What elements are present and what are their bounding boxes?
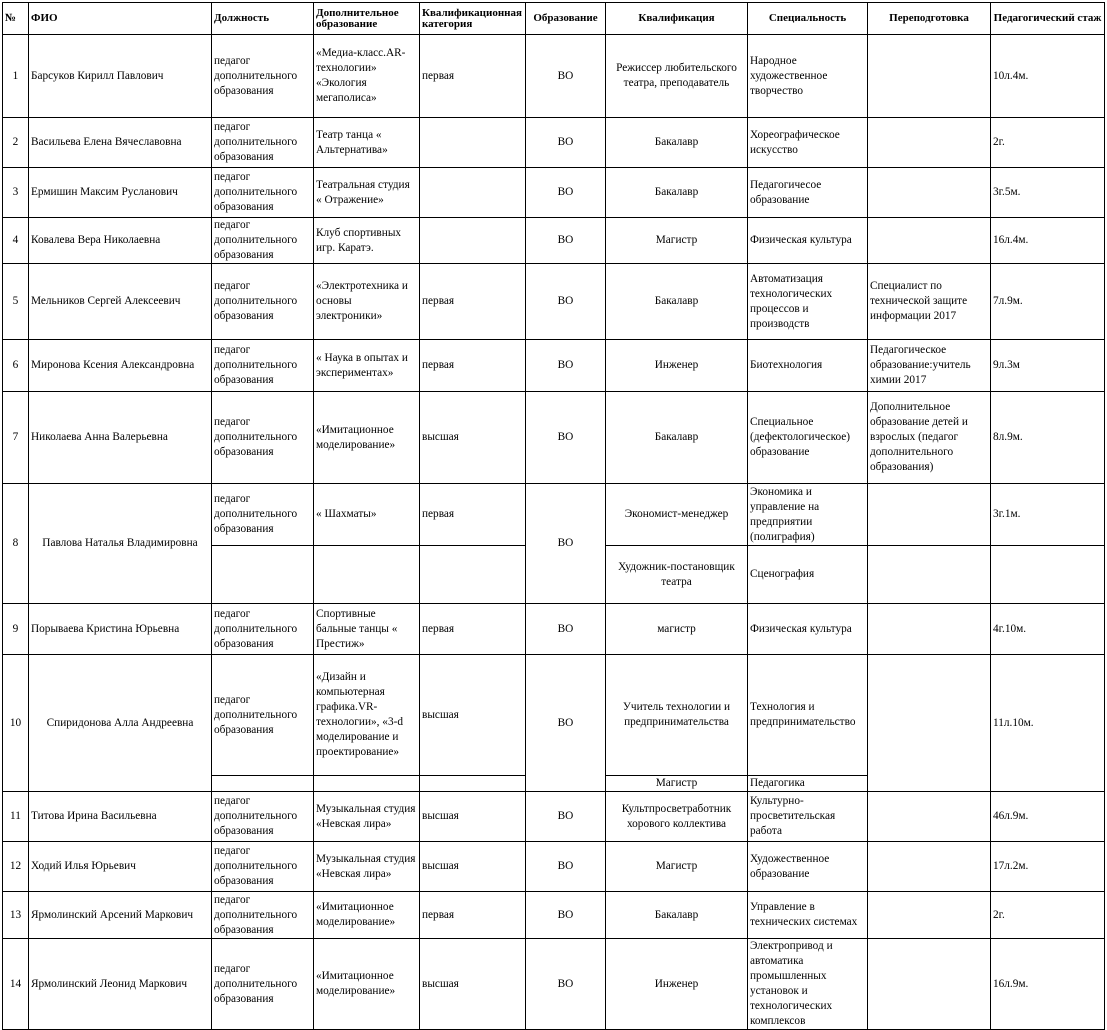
cell-position: педагог дополнительного образования xyxy=(212,340,314,392)
header-qualification: Квалификация xyxy=(606,3,748,35)
cell-specialty: Технология и предпринимательство xyxy=(748,655,868,776)
cell-position: педагог дополнительного образования xyxy=(212,655,314,776)
table-row xyxy=(3,264,1105,340)
cell-qualification: Бакалавр xyxy=(606,892,748,939)
cell-category: высшая xyxy=(420,792,526,842)
cell-qualification: Бакалавр xyxy=(606,118,748,168)
cell-category: первая xyxy=(420,35,526,118)
cell-additional-education: «Имитационное моделирование» xyxy=(314,939,420,1030)
cell-education: ВО xyxy=(526,604,606,655)
header-retraining: Переподготовка xyxy=(868,3,991,35)
cell-specialty: Автоматизация технологических процессов и производств xyxy=(748,264,868,340)
cell-additional-education: «Имитационное моделирование» xyxy=(314,892,420,939)
cell-fio: Ярмолинский Леонид Маркович xyxy=(29,939,212,1030)
cell-education: ВО xyxy=(526,264,606,340)
cell-position: педагог дополнительного образования xyxy=(212,604,314,655)
cell-qualification: Магистр xyxy=(606,842,748,892)
header-experience: Педагогический стаж xyxy=(991,3,1105,35)
cell-position xyxy=(212,546,314,604)
cell-position: педагог дополнительного образования xyxy=(212,168,314,218)
cell-fio: Барсуков Кирилл Павлович xyxy=(29,35,212,118)
cell-specialty: Педагогичесое образование xyxy=(748,168,868,218)
cell-category: первая xyxy=(420,340,526,392)
cell-qualification: Инженер xyxy=(606,340,748,392)
cell-retraining xyxy=(868,546,991,604)
cell-specialty: Педагогика xyxy=(748,776,868,792)
table-row xyxy=(3,604,1105,655)
cell-num: 9 xyxy=(3,604,29,655)
table-row xyxy=(3,118,1105,168)
cell-experience: 11л.10м. xyxy=(991,655,1105,792)
cell-fio: Ермишин Максим Русланович xyxy=(29,168,212,218)
cell-specialty: Сценография xyxy=(748,546,868,604)
cell-category xyxy=(420,218,526,264)
cell-num: 14 xyxy=(3,939,29,1030)
cell-additional-education: Театральная студия « Отражение» xyxy=(314,168,420,218)
cell-num: 1 xyxy=(3,35,29,118)
cell-qualification: Учитель технологии и предпринимательства xyxy=(606,655,748,776)
cell-retraining: Специалист по технической защите информации 2017 xyxy=(868,264,991,340)
table-row xyxy=(3,340,1105,392)
cell-education: ВО xyxy=(526,939,606,1030)
cell-num: 5 xyxy=(3,264,29,340)
cell-num: 10 xyxy=(3,655,29,792)
cell-experience xyxy=(991,546,1105,604)
cell-experience: 4г.10м. xyxy=(991,604,1105,655)
cell-num: 2 xyxy=(3,118,29,168)
cell-category: высшая xyxy=(420,842,526,892)
cell-specialty: Культурно-просветительская работа xyxy=(748,792,868,842)
cell-fio: Миронова Ксения Александровна xyxy=(29,340,212,392)
cell-category: высшая xyxy=(420,655,526,776)
cell-num: 4 xyxy=(3,218,29,264)
cell-education: ВО xyxy=(526,35,606,118)
cell-category: первая xyxy=(420,484,526,546)
table-row xyxy=(3,939,1105,1030)
table-row xyxy=(3,792,1105,842)
cell-fio: Мельников Сергей Алексеевич xyxy=(29,264,212,340)
cell-num: 3 xyxy=(3,168,29,218)
cell-fio: Ковалева Вера Николаевна xyxy=(29,218,212,264)
cell-position: педагог дополнительного образования xyxy=(212,792,314,842)
table-row xyxy=(3,484,1105,546)
staff-table xyxy=(2,2,1105,1030)
cell-category: первая xyxy=(420,892,526,939)
cell-qualification: Бакалавр xyxy=(606,392,748,484)
header-position: Должность xyxy=(212,3,314,35)
cell-specialty: Народное художественное творчество xyxy=(748,35,868,118)
cell-category xyxy=(420,776,526,792)
cell-experience: 16л.4м. xyxy=(991,218,1105,264)
cell-category xyxy=(420,168,526,218)
cell-education: ВО xyxy=(526,392,606,484)
cell-education: ВО xyxy=(526,484,606,604)
table-row xyxy=(3,655,1105,776)
cell-qualification: Режиссер любительского театра, преподаватель xyxy=(606,35,748,118)
table-row xyxy=(3,168,1105,218)
cell-position: педагог дополнительного образования xyxy=(212,484,314,546)
cell-position: педагог дополнительного образования xyxy=(212,939,314,1030)
cell-education: ВО xyxy=(526,168,606,218)
cell-experience: 46л.9м. xyxy=(991,792,1105,842)
cell-additional-education: Музыкальная студия «Невская лира» xyxy=(314,792,420,842)
cell-qualification: Бакалавр xyxy=(606,264,748,340)
cell-additional-education xyxy=(314,776,420,792)
cell-position: педагог дополнительного образования xyxy=(212,218,314,264)
cell-additional-education: « Наука в опытах и экспериментах» xyxy=(314,340,420,392)
cell-retraining xyxy=(868,792,991,842)
cell-qualification: магистр xyxy=(606,604,748,655)
cell-additional-education: «Медиа-класс.AR-технологии» «Экология мегаполиса» xyxy=(314,35,420,118)
cell-retraining: Дополнительное образование детей и взрослых (педагог дополнительного образования) xyxy=(868,392,991,484)
cell-qualification: Культпросветработник хорового коллектива xyxy=(606,792,748,842)
cell-experience: 9л.3м xyxy=(991,340,1105,392)
cell-fio: Ярмолинский Арсений Маркович xyxy=(29,892,212,939)
cell-qualification: Инженер xyxy=(606,939,748,1030)
cell-retraining xyxy=(868,118,991,168)
cell-additional-education: «Электротехника и основы электроники» xyxy=(314,264,420,340)
cell-experience: 7л.9м. xyxy=(991,264,1105,340)
header-specialty: Специальность xyxy=(748,3,868,35)
cell-experience: 2г. xyxy=(991,118,1105,168)
cell-education: ВО xyxy=(526,892,606,939)
cell-fio: Спиридонова Алла Андреевна xyxy=(29,655,212,792)
cell-qualification: Бакалавр xyxy=(606,168,748,218)
cell-qualification: Магистр xyxy=(606,218,748,264)
cell-education: ВО xyxy=(526,655,606,792)
cell-specialty: Электропривод и автоматика промышленных установок и технологических комплексов xyxy=(748,939,868,1030)
cell-specialty: Физическая культура xyxy=(748,604,868,655)
header-additional-education: Дополнительное образование xyxy=(314,3,420,35)
header-row xyxy=(3,3,1105,35)
cell-category: высшая xyxy=(420,939,526,1030)
cell-retraining xyxy=(868,484,991,546)
cell-education: ВО xyxy=(526,340,606,392)
cell-fio: Порываева Кристина Юрьевна xyxy=(29,604,212,655)
cell-retraining xyxy=(868,218,991,264)
cell-fio: Васильева Елена Вячеславовна xyxy=(29,118,212,168)
cell-retraining xyxy=(868,35,991,118)
cell-num: 8 xyxy=(3,484,29,604)
cell-num: 7 xyxy=(3,392,29,484)
cell-specialty: Художественное образование xyxy=(748,842,868,892)
cell-position: педагог дополнительного образования xyxy=(212,264,314,340)
cell-additional-education xyxy=(314,546,420,604)
cell-retraining xyxy=(868,604,991,655)
cell-position: педагог дополнительного образования xyxy=(212,842,314,892)
cell-fio: Николаева Анна Валерьевна xyxy=(29,392,212,484)
cell-retraining xyxy=(868,842,991,892)
cell-additional-education: «Имитационное моделирование» xyxy=(314,392,420,484)
cell-position xyxy=(212,776,314,792)
cell-retraining xyxy=(868,655,991,792)
cell-category xyxy=(420,546,526,604)
cell-additional-education: Музыкальная студия «Невская лира» xyxy=(314,842,420,892)
cell-retraining: Педагогическое образование:учитель химии 2017 xyxy=(868,340,991,392)
table-row xyxy=(3,218,1105,264)
cell-experience: 3г.5м. xyxy=(991,168,1105,218)
cell-additional-education: Спортивные бальные танцы « Престиж» xyxy=(314,604,420,655)
cell-retraining xyxy=(868,939,991,1030)
cell-num: 11 xyxy=(3,792,29,842)
cell-additional-education: Клуб спортивных игр. Каратэ. xyxy=(314,218,420,264)
cell-education: ВО xyxy=(526,118,606,168)
cell-num: 13 xyxy=(3,892,29,939)
cell-position: педагог дополнительного образования xyxy=(212,892,314,939)
cell-experience: 16л.9м. xyxy=(991,939,1105,1030)
table-row xyxy=(3,392,1105,484)
cell-qualification: Магистр xyxy=(606,776,748,792)
cell-qualification: Художник-постановщик театра xyxy=(606,546,748,604)
cell-education: ВО xyxy=(526,842,606,892)
cell-specialty: Специальное (дефектологическое) образование xyxy=(748,392,868,484)
cell-fio: Титова Ирина Васильевна xyxy=(29,792,212,842)
cell-specialty: Хореографическое искусство xyxy=(748,118,868,168)
cell-experience: 17л.2м. xyxy=(991,842,1105,892)
cell-fio: Ходий Илья Юрьевич xyxy=(29,842,212,892)
header-education: Образование xyxy=(526,3,606,35)
cell-additional-education: Театр танца « Альтернатива» xyxy=(314,118,420,168)
cell-num: 6 xyxy=(3,340,29,392)
cell-specialty: Физическая культура xyxy=(748,218,868,264)
cell-position: педагог дополнительного образования xyxy=(212,35,314,118)
cell-education: ВО xyxy=(526,218,606,264)
cell-position: педагог дополнительного образования xyxy=(212,392,314,484)
header-category: Квалификационная категория xyxy=(420,3,526,35)
cell-qualification: Экономист-менеджер xyxy=(606,484,748,546)
cell-position: педагог дополнительного образования xyxy=(212,118,314,168)
cell-retraining xyxy=(868,892,991,939)
cell-fio: Павлова Наталья Владимировна xyxy=(29,484,212,604)
cell-specialty: Управление в технических системах xyxy=(748,892,868,939)
cell-experience: 2г. xyxy=(991,892,1105,939)
header-num: № xyxy=(3,3,29,35)
cell-additional-education: « Шахматы» xyxy=(314,484,420,546)
cell-experience: 10л.4м. xyxy=(991,35,1105,118)
table-row xyxy=(3,35,1105,118)
cell-category: первая xyxy=(420,264,526,340)
cell-num: 12 xyxy=(3,842,29,892)
cell-category xyxy=(420,118,526,168)
table-row xyxy=(3,842,1105,892)
cell-experience: 8л.9м. xyxy=(991,392,1105,484)
cell-retraining xyxy=(868,168,991,218)
cell-specialty: Биотехнология xyxy=(748,340,868,392)
cell-specialty: Экономика и управление на предприятии (полиграфия) xyxy=(748,484,868,546)
cell-experience: 3г.1м. xyxy=(991,484,1105,546)
cell-additional-education: «Дизайн и компьютерная графика.VR-технологии», «3-d моделирование и проектирование» xyxy=(314,655,420,776)
table-row xyxy=(3,892,1105,939)
cell-category: высшая xyxy=(420,392,526,484)
cell-category: первая xyxy=(420,604,526,655)
header-fio: ФИО xyxy=(29,3,212,35)
cell-education: ВО xyxy=(526,792,606,842)
